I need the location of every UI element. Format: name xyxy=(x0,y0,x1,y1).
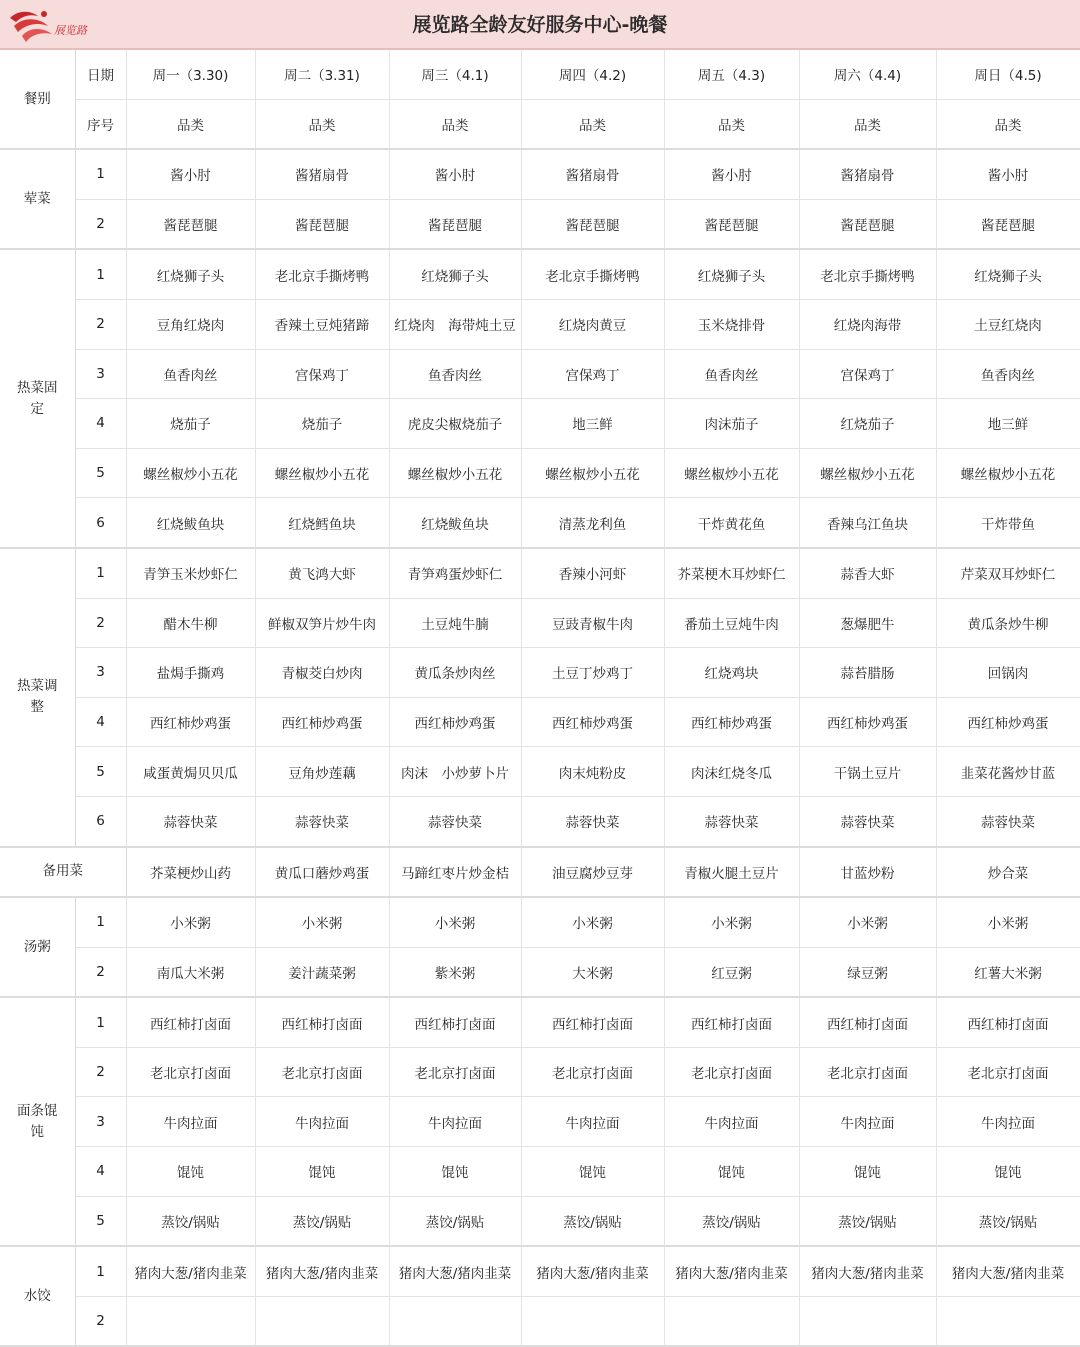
dish-cell: 大米粥 xyxy=(521,947,664,997)
dish-cell: 螺丝椒炒小五花 xyxy=(664,448,799,498)
seq-cell: 2 xyxy=(75,1296,126,1346)
dish-cell: 蒜蓉快菜 xyxy=(255,796,389,846)
dish-cell: 老北京打卤面 xyxy=(664,1047,799,1097)
dish-cell: 红烧狮子头 xyxy=(126,249,255,299)
dish-cell: 西红柿打卤面 xyxy=(255,997,389,1047)
dish-cell: 芹菜双耳炒虾仁 xyxy=(936,548,1080,598)
dish-cell: 酱琵琶腿 xyxy=(799,199,936,249)
dish-cell xyxy=(936,1296,1080,1346)
dish-cell: 西红柿炒鸡蛋 xyxy=(521,697,664,747)
dish-cell: 盐焗手撕鸡 xyxy=(126,648,255,698)
dish-cell: 酱琵琶腿 xyxy=(521,199,664,249)
dish-cell: 黄瓜条炒牛柳 xyxy=(936,598,1080,648)
dish-cell: 蒜蓉快菜 xyxy=(664,796,799,846)
table-row xyxy=(0,1196,1080,1246)
dish-cell: 西红柿炒鸡蛋 xyxy=(664,697,799,747)
item-label: 品类 xyxy=(521,99,664,149)
dish-cell: 酱琵琶腿 xyxy=(126,199,255,249)
table-row xyxy=(0,249,1080,299)
dish-cell: 土豆丁炒鸡丁 xyxy=(521,648,664,698)
seq-cell: 4 xyxy=(75,399,126,449)
dish-cell: 鱼香肉丝 xyxy=(664,349,799,399)
dish-cell: 蒸饺/锅贴 xyxy=(255,1196,389,1246)
table-row xyxy=(0,199,1080,249)
dish-cell: 螺丝椒炒小五花 xyxy=(936,448,1080,498)
category-label: 热菜固定 xyxy=(17,379,58,417)
dish-cell: 红豆粥 xyxy=(664,947,799,997)
dish-cell: 西红柿打卤面 xyxy=(664,997,799,1047)
dish-cell: 猪肉大葱/猪肉韭菜 xyxy=(664,1246,799,1296)
table-row xyxy=(0,897,1080,947)
dish-cell: 西红柿炒鸡蛋 xyxy=(389,697,521,747)
dish-cell: 馄饨 xyxy=(126,1147,255,1197)
dish-cell: 玉米烧排骨 xyxy=(664,299,799,349)
dish-cell: 西红柿炒鸡蛋 xyxy=(799,697,936,747)
table-row xyxy=(0,796,1080,846)
dish-cell: 小米粥 xyxy=(389,897,521,947)
dish-cell: 红烧鳕鱼块 xyxy=(255,498,389,548)
category-label: 汤粥 xyxy=(23,938,51,955)
dish-cell: 青笋玉米炒虾仁 xyxy=(126,548,255,598)
category-cell xyxy=(0,897,75,997)
dish-cell: 蒜香大虾 xyxy=(799,548,936,598)
item-label: 品类 xyxy=(255,99,389,149)
seq-cell: 4 xyxy=(75,1147,126,1197)
dish-cell: 酱小肘 xyxy=(664,149,799,199)
dish-cell: 猪肉大葱/猪肉韭菜 xyxy=(799,1246,936,1296)
seq-cell: 2 xyxy=(75,199,126,249)
table-row xyxy=(0,299,1080,349)
table-row xyxy=(0,1296,1080,1346)
dish-cell: 蒜苔腊肠 xyxy=(799,648,936,698)
dish-cell xyxy=(521,1296,664,1346)
dish-cell: 黄瓜口蘑炒鸡蛋 xyxy=(255,847,389,898)
dish-cell: 干锅土豆片 xyxy=(799,747,936,797)
dish-cell: 小米粥 xyxy=(799,897,936,947)
category-label: 热菜调整 xyxy=(17,678,58,716)
dish-cell: 干炸带鱼 xyxy=(936,498,1080,548)
dish-cell: 虎皮尖椒烧茄子 xyxy=(389,399,521,449)
item-label: 品类 xyxy=(664,99,799,149)
dish-cell: 酱琵琶腿 xyxy=(664,199,799,249)
table-row xyxy=(0,997,1080,1047)
category-cell xyxy=(0,249,75,548)
dish-cell: 小米粥 xyxy=(255,897,389,947)
dish-cell: 酱猪扇骨 xyxy=(255,149,389,199)
dish-cell: 芥菜梗木耳炒虾仁 xyxy=(664,548,799,598)
dish-cell: 牛肉拉面 xyxy=(126,1097,255,1147)
dish-cell: 黄飞鸿大虾 xyxy=(255,548,389,598)
seq-cell: 3 xyxy=(75,349,126,399)
dish-cell: 西红柿打卤面 xyxy=(126,997,255,1047)
dish-cell: 馄饨 xyxy=(799,1147,936,1197)
dish-cell xyxy=(389,1296,521,1346)
day-header: 周一（3.30) xyxy=(126,50,255,99)
category-cell xyxy=(0,997,75,1246)
category-cell xyxy=(0,548,75,847)
dish-cell: 红烧狮子头 xyxy=(389,249,521,299)
dish-cell: 蒜蓉快菜 xyxy=(126,796,255,846)
dish-cell: 西红柿炒鸡蛋 xyxy=(255,697,389,747)
dish-cell: 螺丝椒炒小五花 xyxy=(255,448,389,498)
dish-cell: 西红柿打卤面 xyxy=(521,997,664,1047)
dish-cell: 老北京手撕烤鸭 xyxy=(521,249,664,299)
dish-cell: 酱小肘 xyxy=(126,149,255,199)
dish-cell: 蒸饺/锅贴 xyxy=(936,1196,1080,1246)
dish-cell: 蒜蓉快菜 xyxy=(389,796,521,846)
table-row xyxy=(0,399,1080,449)
category-label: 备用菜 xyxy=(42,863,83,880)
seq-cell: 5 xyxy=(75,747,126,797)
dish-cell: 地三鲜 xyxy=(936,399,1080,449)
table-row xyxy=(0,697,1080,747)
dish-cell: 西红柿炒鸡蛋 xyxy=(936,697,1080,747)
page-title: 展览路全龄友好服务中心-晚餐 xyxy=(412,14,668,36)
dish-cell: 紫米粥 xyxy=(389,947,521,997)
dish-cell: 宫保鸡丁 xyxy=(521,349,664,399)
day-header: 周二（3.31) xyxy=(255,50,389,99)
dish-cell xyxy=(799,1296,936,1346)
dish-cell: 红烧鸡块 xyxy=(664,648,799,698)
dish-cell: 西红柿打卤面 xyxy=(389,997,521,1047)
dish-cell: 老北京打卤面 xyxy=(799,1047,936,1097)
dish-cell: 猪肉大葱/猪肉韭菜 xyxy=(936,1246,1080,1296)
dish-cell: 蒜蓉快菜 xyxy=(799,796,936,846)
date-label: 日期 xyxy=(75,50,126,99)
seq-cell: 3 xyxy=(75,1097,126,1147)
item-label: 品类 xyxy=(389,99,521,149)
dish-cell: 牛肉拉面 xyxy=(664,1097,799,1147)
item-label: 品类 xyxy=(799,99,936,149)
dish-cell: 油豆腐炒豆芽 xyxy=(521,847,664,898)
dish-cell: 红烧肉 海带炖土豆 xyxy=(389,299,521,349)
dish-cell: 蒜蓉快菜 xyxy=(936,796,1080,846)
dish-cell: 小米粥 xyxy=(126,897,255,947)
dish-cell: 老北京打卤面 xyxy=(255,1047,389,1097)
item-label: 品类 xyxy=(936,99,1080,149)
dish-cell: 牛肉拉面 xyxy=(521,1097,664,1147)
dish-cell: 红烧肉黄豆 xyxy=(521,299,664,349)
dish-cell: 红烧狮子头 xyxy=(664,249,799,299)
dish-cell: 老北京打卤面 xyxy=(126,1047,255,1097)
dish-cell: 南瓜大米粥 xyxy=(126,947,255,997)
dish-cell: 肉沫红烧冬瓜 xyxy=(664,747,799,797)
dish-cell: 馄饨 xyxy=(936,1147,1080,1197)
seq-cell: 1 xyxy=(75,149,126,199)
dish-cell xyxy=(126,1296,255,1346)
dish-cell: 红烧肉海带 xyxy=(799,299,936,349)
table-row xyxy=(0,847,1080,898)
dish-cell: 肉沫茄子 xyxy=(664,399,799,449)
dish-cell: 酱琵琶腿 xyxy=(255,199,389,249)
seq-cell: 2 xyxy=(75,947,126,997)
item-label: 品类 xyxy=(126,99,255,149)
dish-cell: 青笋鸡蛋炒虾仁 xyxy=(389,548,521,598)
dish-cell: 干炸黄花鱼 xyxy=(664,498,799,548)
dish-cell: 醋木牛柳 xyxy=(126,598,255,648)
table-row xyxy=(0,1147,1080,1197)
dish-cell: 芥菜梗炒山药 xyxy=(126,847,255,898)
dish-cell: 馄饨 xyxy=(389,1147,521,1197)
category-header: 餐别 xyxy=(0,50,75,149)
table-row xyxy=(0,598,1080,648)
table-row xyxy=(0,448,1080,498)
dish-cell: 猪肉大葱/猪肉韭菜 xyxy=(126,1246,255,1296)
dish-cell: 馄饨 xyxy=(664,1147,799,1197)
date-row xyxy=(0,50,1080,99)
dish-cell: 馄饨 xyxy=(521,1147,664,1197)
dish-cell: 姜汁蔬菜粥 xyxy=(255,947,389,997)
dish-cell: 炒合菜 xyxy=(936,847,1080,898)
dish-cell: 老北京打卤面 xyxy=(521,1047,664,1097)
dish-cell: 牛肉拉面 xyxy=(389,1097,521,1147)
category-cell xyxy=(0,847,126,898)
dish-cell: 螺丝椒炒小五花 xyxy=(521,448,664,498)
dish-cell: 酱琵琶腿 xyxy=(936,199,1080,249)
dish-cell: 老北京打卤面 xyxy=(936,1047,1080,1097)
dish-cell: 猪肉大葱/猪肉韭菜 xyxy=(255,1246,389,1296)
dish-cell: 鱼香肉丝 xyxy=(936,349,1080,399)
category-cell xyxy=(0,1246,75,1346)
dish-cell: 西红柿炒鸡蛋 xyxy=(126,697,255,747)
dish-cell: 红烧茄子 xyxy=(799,399,936,449)
seq-cell: 1 xyxy=(75,249,126,299)
dish-cell: 猪肉大葱/猪肉韭菜 xyxy=(521,1246,664,1296)
day-header: 周三（4.1) xyxy=(389,50,521,99)
dish-cell: 馄饨 xyxy=(255,1147,389,1197)
dish-cell: 老北京打卤面 xyxy=(389,1047,521,1097)
day-header: 周日（4.5) xyxy=(936,50,1080,99)
table-row xyxy=(0,149,1080,199)
dish-cell: 牛肉拉面 xyxy=(936,1097,1080,1147)
dish-cell: 肉末炖粉皮 xyxy=(521,747,664,797)
dish-cell: 蒸饺/锅贴 xyxy=(521,1196,664,1246)
dish-cell: 回锅肉 xyxy=(936,648,1080,698)
seq-cell: 6 xyxy=(75,498,126,548)
seq-cell: 2 xyxy=(75,1047,126,1097)
seq-cell: 1 xyxy=(75,897,126,947)
dish-cell: 老北京手撕烤鸭 xyxy=(799,249,936,299)
dish-cell: 红烧鲅鱼块 xyxy=(389,498,521,548)
dish-cell: 小米粥 xyxy=(664,897,799,947)
dish-cell: 鱼香肉丝 xyxy=(389,349,521,399)
seq-cell: 1 xyxy=(75,1246,126,1296)
dish-cell: 蒸饺/锅贴 xyxy=(389,1196,521,1246)
seq-cell: 5 xyxy=(75,1196,126,1246)
dish-cell: 酱小肘 xyxy=(936,149,1080,199)
day-header: 周四（4.2) xyxy=(521,50,664,99)
dish-cell: 蒜蓉快菜 xyxy=(521,796,664,846)
menu-table xyxy=(0,50,1080,1347)
table-row xyxy=(0,498,1080,548)
dish-cell: 蒸饺/锅贴 xyxy=(799,1196,936,1246)
dish-cell xyxy=(255,1296,389,1346)
day-header: 周五（4.3) xyxy=(664,50,799,99)
table-row xyxy=(0,747,1080,797)
dish-cell: 香辣小河虾 xyxy=(521,548,664,598)
dish-cell: 小米粥 xyxy=(521,897,664,947)
category-label: 水饺 xyxy=(23,1287,51,1304)
dish-cell: 香辣乌江鱼块 xyxy=(799,498,936,548)
dish-cell: 酱猪扇骨 xyxy=(799,149,936,199)
dish-cell: 宫保鸡丁 xyxy=(799,349,936,399)
seq-cell: 4 xyxy=(75,697,126,747)
dish-cell: 小米粥 xyxy=(936,897,1080,947)
dish-cell: 土豆红烧肉 xyxy=(936,299,1080,349)
dish-cell: 清蒸龙利鱼 xyxy=(521,498,664,548)
dish-cell: 牛肉拉面 xyxy=(255,1097,389,1147)
dish-cell: 烧茄子 xyxy=(126,399,255,449)
dish-cell: 绿豆粥 xyxy=(799,947,936,997)
dish-cell: 韭菜花酱炒甘蓝 xyxy=(936,747,1080,797)
seq-cell: 3 xyxy=(75,648,126,698)
seq-cell: 6 xyxy=(75,796,126,846)
dish-cell: 蒸饺/锅贴 xyxy=(126,1196,255,1246)
item-label-row xyxy=(0,99,1080,149)
dish-cell: 老北京手撕烤鸭 xyxy=(255,249,389,299)
dish-cell: 青椒火腿土豆片 xyxy=(664,847,799,898)
dish-cell: 酱猪扇骨 xyxy=(521,149,664,199)
dish-cell: 马蹄红枣片炒金桔 xyxy=(389,847,521,898)
dish-cell: 西红柿打卤面 xyxy=(799,997,936,1047)
dish-cell: 甘蓝炒粉 xyxy=(799,847,936,898)
dish-cell: 黄瓜条炒肉丝 xyxy=(389,648,521,698)
dish-cell: 肉沫 小炒萝卜片 xyxy=(389,747,521,797)
dish-cell: 青椒茭白炒肉 xyxy=(255,648,389,698)
dish-cell: 豆角炒莲藕 xyxy=(255,747,389,797)
seq-cell: 1 xyxy=(75,548,126,598)
dish-cell xyxy=(664,1296,799,1346)
category-label: 荤菜 xyxy=(23,190,51,207)
table-row xyxy=(0,548,1080,598)
page-header xyxy=(0,0,1080,50)
category-label: 面条馄饨 xyxy=(17,1102,58,1140)
dish-cell: 鱼香肉丝 xyxy=(126,349,255,399)
dish-cell: 香辣土豆炖猪蹄 xyxy=(255,299,389,349)
dish-cell: 酱琵琶腿 xyxy=(389,199,521,249)
dish-cell: 蒸饺/锅贴 xyxy=(664,1196,799,1246)
table-row xyxy=(0,1097,1080,1147)
seq-cell: 2 xyxy=(75,299,126,349)
dish-cell: 番茄土豆炖牛肉 xyxy=(664,598,799,648)
table-row xyxy=(0,349,1080,399)
table-row xyxy=(0,1246,1080,1296)
table-row xyxy=(0,947,1080,997)
table-row xyxy=(0,648,1080,698)
dish-cell: 豆角红烧肉 xyxy=(126,299,255,349)
day-header: 周六（4.4) xyxy=(799,50,936,99)
dish-cell: 烧茄子 xyxy=(255,399,389,449)
dish-cell: 螺丝椒炒小五花 xyxy=(126,448,255,498)
category-cell xyxy=(0,149,75,249)
logo-text: 展览路 xyxy=(54,24,87,37)
dish-cell: 红薯大米粥 xyxy=(936,947,1080,997)
seq-cell: 2 xyxy=(75,598,126,648)
dish-cell: 螺丝椒炒小五花 xyxy=(389,448,521,498)
dish-cell: 牛肉拉面 xyxy=(799,1097,936,1147)
dish-cell: 咸蛋黄焗贝贝瓜 xyxy=(126,747,255,797)
dish-cell: 鲜椒双笋片炒牛肉 xyxy=(255,598,389,648)
dish-cell: 西红柿打卤面 xyxy=(936,997,1080,1047)
dish-cell: 螺丝椒炒小五花 xyxy=(799,448,936,498)
dish-cell: 红烧狮子头 xyxy=(936,249,1080,299)
dish-cell: 土豆炖牛腩 xyxy=(389,598,521,648)
dish-cell: 葱爆肥牛 xyxy=(799,598,936,648)
table-row xyxy=(0,1047,1080,1097)
seq-cell: 1 xyxy=(75,997,126,1047)
dish-cell: 豆豉青椒牛肉 xyxy=(521,598,664,648)
seq-cell: 5 xyxy=(75,448,126,498)
dish-cell: 猪肉大葱/猪肉韭菜 xyxy=(389,1246,521,1296)
dish-cell: 红烧鲅鱼块 xyxy=(126,498,255,548)
dish-cell: 宫保鸡丁 xyxy=(255,349,389,399)
dish-cell: 酱小肘 xyxy=(389,149,521,199)
seq-label: 序号 xyxy=(75,99,126,149)
dish-cell: 地三鲜 xyxy=(521,399,664,449)
